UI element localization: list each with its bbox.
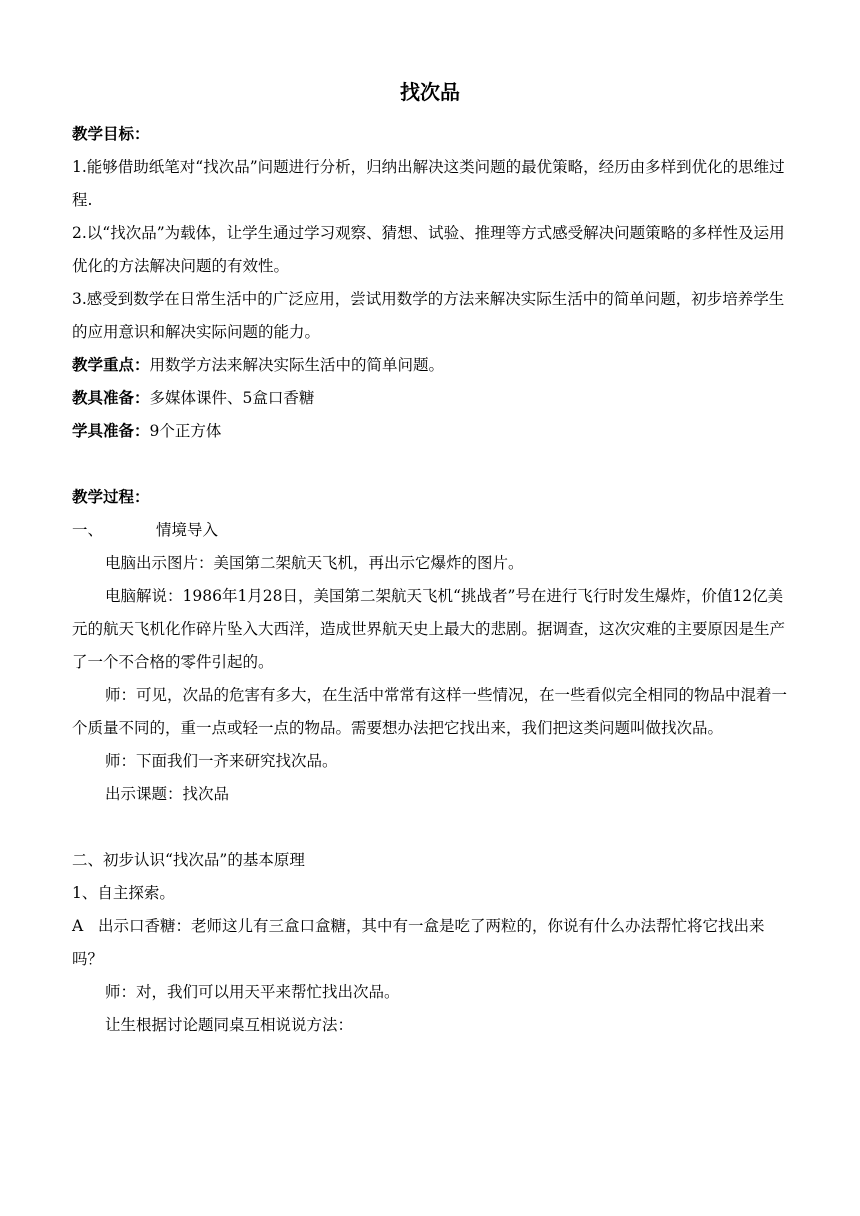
document-body bbox=[72, 118, 792, 1042]
student-tools: 学具准备：9个正方体 bbox=[72, 422, 222, 440]
document-title: 找次品 bbox=[400, 80, 460, 104]
paragraph: 让生根据讨论题同桌互相说说方法： bbox=[105, 1016, 354, 1034]
paragraph: 电脑出示图片：美国第二架航天飞机，再出示它爆炸的图片。 bbox=[105, 554, 524, 572]
subsection-heading: 1、自主探索。 bbox=[72, 884, 175, 902]
section2-heading: 二、初步认识“找次品”的基本原理 bbox=[72, 851, 305, 869]
item-a: A 出示口香糖：老师这儿有三盒口盒糖，其中有一盒是吃了两粒的，你说有什么办法帮忙将它找出来吗？ bbox=[72, 917, 765, 968]
goal-item: 1.能够借助纸笔对“找次品”问题进行分析，归纳出解决这类问题的最优策略，经历由多样到优化的思维过程. bbox=[72, 158, 785, 209]
paragraph: 师：下面我们一齐来研究找次品。 bbox=[105, 752, 338, 770]
key-point: 教学重点：用数学方法来解决实际生活中的简单问题。 bbox=[72, 356, 445, 374]
paragraph: 出示课题：找次品 bbox=[105, 785, 230, 803]
goal-item: 3.感受到数学在日常生活中的广泛应用，尝试用数学的方法来解决实际生活中的简单问题，初步培养学生的应用意识和解决实际问题的能力。 bbox=[72, 290, 785, 341]
teacher-tools: 教具准备：多媒体课件、5盒口香糖 bbox=[72, 389, 315, 407]
paragraph: 师：对，我们可以用天平来帮忙找出次品。 bbox=[105, 983, 400, 1001]
paragraph: 师：可见，次品的危害有多大，在生活中常常有这样一些情况，在一些看似完全相同的物品中混着一个质量不同的，重一点或轻一点的物品。需要想办法把它找出来，我们把这类问题叫做找次品。 bbox=[72, 686, 788, 737]
paragraph: 电脑解说：1986年1月28日，美国第二架航天飞机“挑战者”号在进行飞行时发生爆炸，价值12亿美元的航天飞机化作碎片坠入大西洋，造成世界航天史上最大的悲剧。据调查，这次灾难的主要原因是生产了一个不合格的零件引起的。 bbox=[72, 587, 786, 671]
section1-heading: 一、 情境导入 bbox=[72, 521, 219, 539]
process-heading: 教学过程： bbox=[72, 488, 150, 506]
goals-heading: 教学目标： bbox=[72, 125, 150, 143]
goal-item: 2.以“找次品”为载体，让学生通过学习观察、猜想、试验、推理等方式感受解决问题策略的多样性及运用优化的方法解决问题的有效性。 bbox=[72, 224, 785, 275]
